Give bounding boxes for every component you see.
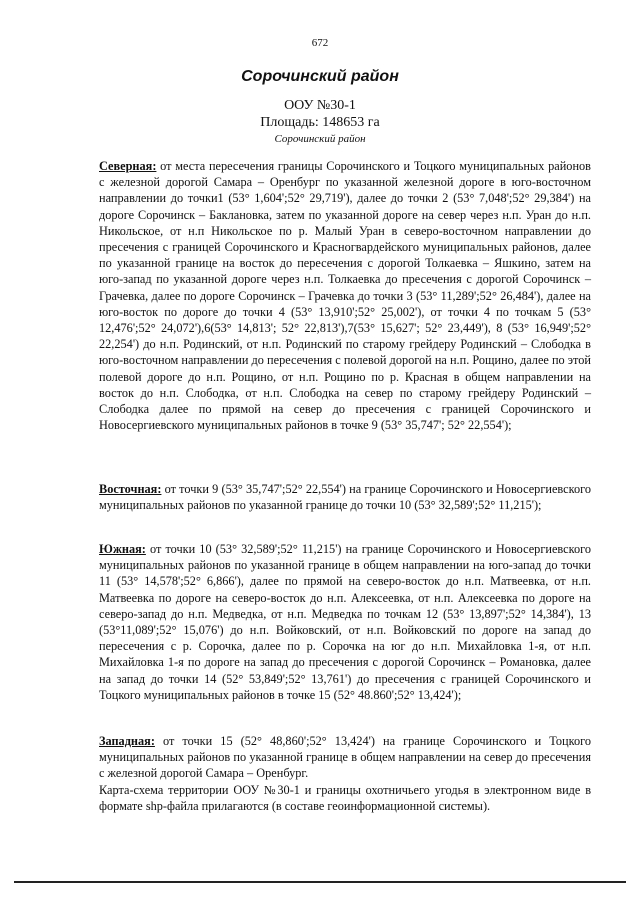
district-subtitle: Сорочинский район bbox=[274, 133, 366, 145]
east-boundary-text: от точки 9 (53° 35,747';52° 22,554') на границе Сорочинского и Новосергиевского муниципальных районов по указанной границе до точки 10 (53° 32,589';52° 11,215'); bbox=[99, 482, 591, 513]
west-boundary-section bbox=[99, 733, 591, 814]
area-value: Площадь: 148653 га bbox=[260, 115, 380, 130]
ooy-number: ООУ №30-1 bbox=[284, 98, 356, 113]
north-boundary-label: Северная: bbox=[99, 159, 157, 173]
west-boundary-label: Западная: bbox=[99, 734, 155, 748]
district-title: Сорочинский район bbox=[241, 68, 399, 85]
north-boundary-text: от места пересечения границы Сорочинского и Тоцкого муниципальных районов с железной дорогой Самара – Оренбург по указанной железной дороге в юго-восточном направлении до точки1 (53° 1,604';52° 29,719'), далее до точки 2 (53° 7,048';52° 29,384') на дороге Сорочинск – Баклановка, затем по указанной дороге на север через н.п. Уран до н.п. Никольское, от н.п Никольское по р. Малый Уран в северо-восточном направлении до пресечения с границей Сорочинского и Красногвардейского муниципальных районов, далее по указанной границе на восток до пересечения с дорогой Толкаевка – Яшкино, затем на юго-запад по указанной дороге через н.п. Толкаевка до пресечения с дорогой Сорочинск – Грачевка, далее по дороге Сорочинск – Грачевка до точки 3 (53° 11,289';52° 26,484'), далее на юго-восток по дороге до точки 4 (53° 13,910';52° 25,002'), от точки 4 по точкам 5 (53° 12,476';52° 24,072'),6(53° 14,813'; 52° 22,813'),7(53° 15,627'; 52° 23,449'), 8 (53° 16,949';52° 22,254') до н.п. Родинский, от н.п. Родинский по старому грейдеру Родинский – Слободка в юго-восточном направлении до пересечения с полевой дорогой на н.п. Рощино, далее по этой полевой дороге до н.п. Рощино, от н.п. Рощино по р. Красная в общем направлении на восток до н.п. Слободка, от н.п. Слободка на север по старому грейдеру Родинский – Слободка далее по прямой на север до пресечения с границей Сорочинского и Новосергиевского муниципальных районов в точке 9 (53° 35,747'; 52° 22,554'); bbox=[99, 159, 591, 433]
map-note: Карта-схема территории ООУ №30-1 и границы охотничьего угодья в электронном виде в формате shp-файла прилагаются (в составе геоинформационной системы). bbox=[99, 782, 591, 813]
south-boundary-label: Южная: bbox=[99, 542, 146, 556]
west-boundary-paragraph bbox=[99, 733, 591, 782]
west-boundary-text: от точки 15 (52° 48,860';52° 13,424') на границе Сорочинского и Тоцкого муниципальных районов по указанной границе в общем направлении на север до пресечения с железной дорогой Самара – Оренбург. bbox=[99, 734, 591, 781]
north-boundary-section bbox=[99, 158, 591, 433]
north-boundary-paragraph bbox=[99, 158, 591, 433]
south-boundary-text: от точки 10 (53° 32,589';52° 11,215') на границе Сорочинского и Новосергиевского муниципальных районов по указанной границе в общем направлении на юго-запад до точки 11 (53° 14,578';52° 6,866'), далее по прямой на северо-восток до н.п. Матвеевка, от н.п. Матвеевка по дороге на северо-восток до н.п. Алексеевка, от н.п. Алексеевка по дороге на северо-запад до н.п. Медведка, от н.п. Медведка по точкам 12 (53° 13,897';52° 14,384'), 13 (53°11,089';52° 15,076') до н.п. Войковский, от н.п. Войковский по дороге на запад до пересечения с р. Сорочка, далее по р. Сорочка на юг до н.п. Михайловка 1-я, от н.п. Михайловка 1-я по дороге на запад до пресечения с дорогой Сорочинск – Романовка, далее на запад до точки 14 (52° 53,849';52° 13,761') до пресечения с границей Сорочинского и Тоцкого муниципальных районов в точке 15 (52° 48.860';52° 13,424'); bbox=[99, 542, 591, 702]
east-boundary-paragraph bbox=[99, 481, 591, 513]
east-boundary-section bbox=[99, 481, 591, 513]
south-boundary-paragraph bbox=[99, 541, 591, 703]
page-number: 672 bbox=[311, 37, 329, 49]
south-boundary-section bbox=[99, 541, 591, 703]
east-boundary-label: Восточная: bbox=[99, 482, 162, 496]
footer-rule bbox=[14, 881, 626, 883]
